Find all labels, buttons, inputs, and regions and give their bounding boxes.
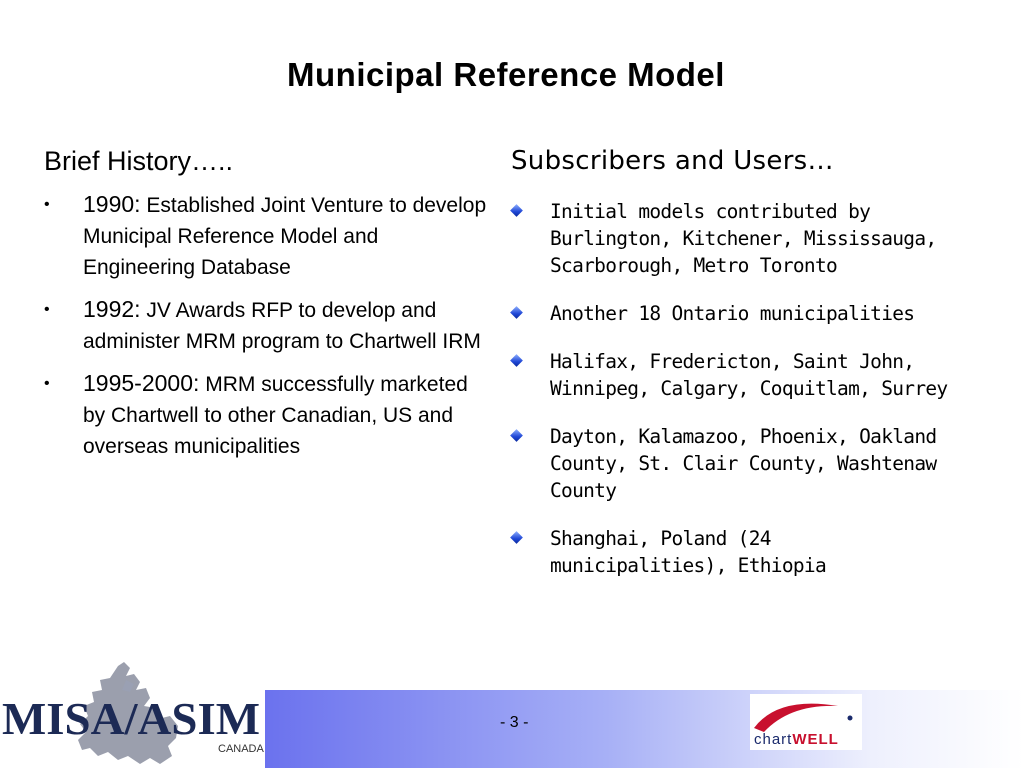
subscriber-text: Another 18 Ontario municipalities (550, 302, 915, 325)
history-text: Established Joint Venture to develop Municipal Reference Model and Engineering Database (83, 194, 487, 279)
subscriber-item (511, 198, 951, 279)
diamond-bullet-icon (510, 429, 523, 442)
chartwell-text-chart: chart (754, 731, 793, 748)
history-text: JV Awards RFP to develop and administer MRM program to Chartwell IRM (83, 299, 481, 353)
subscriber-item (511, 525, 951, 579)
history-item (44, 368, 494, 462)
brief-history-heading: Brief History….. (44, 146, 234, 176)
history-year: 1995-2000: (83, 370, 200, 396)
subscriber-item (511, 300, 951, 327)
history-year: 1990: (83, 191, 141, 217)
subscribers-section (511, 146, 951, 600)
history-list (44, 189, 494, 462)
chartwell-text-well: WELL (792, 731, 839, 748)
history-item (44, 189, 494, 283)
misa-logo-subtext: CANADA (218, 743, 264, 755)
bullet-dot-icon: • (44, 375, 50, 392)
history-year: 1992: (83, 296, 141, 322)
misa-asim-logo (0, 660, 265, 768)
history-text: MRM successfully marketed by Chartwell to other Canadian, US and overseas municipalities (83, 373, 468, 458)
chartwell-dot-icon (848, 716, 853, 721)
subscribers-list (511, 198, 951, 579)
subscriber-text: Initial models contributed by Burlington, Kitchener, Mississauga, Scarborough, Metro Toronto (550, 200, 937, 277)
subscribers-heading: Subscribers and Users… (511, 146, 834, 176)
diamond-bullet-icon (510, 306, 523, 319)
chartwell-logo (750, 694, 862, 750)
slide-title: Municipal Reference Model (287, 56, 725, 93)
bullet-dot-icon: • (44, 196, 50, 213)
svg-text:chartWELL (754, 731, 839, 748)
subscriber-item (511, 423, 951, 504)
diamond-bullet-icon (510, 531, 523, 544)
diamond-bullet-icon (510, 204, 523, 217)
subscriber-item (511, 348, 951, 402)
subscriber-text: Shanghai, Poland (24 municipalities), Ethiopia (550, 527, 826, 577)
page-number: - 3 - (500, 714, 529, 731)
footer-band (265, 690, 1024, 768)
chartwell-arc-icon (754, 704, 838, 732)
diamond-bullet-icon (510, 354, 523, 367)
brief-history-section (44, 146, 494, 473)
bullet-dot-icon: • (44, 301, 50, 318)
subscriber-text: Dayton, Kalamazoo, Phoenix, Oakland County, St. Clair County, Washtenaw County (550, 425, 937, 502)
misa-logo-text: MISA/ASIM (2, 693, 260, 744)
history-item (44, 294, 494, 357)
subscriber-text: Halifax, Fredericton, Saint John, Winnipeg, Calgary, Coquitlam, Surrey (550, 350, 948, 400)
